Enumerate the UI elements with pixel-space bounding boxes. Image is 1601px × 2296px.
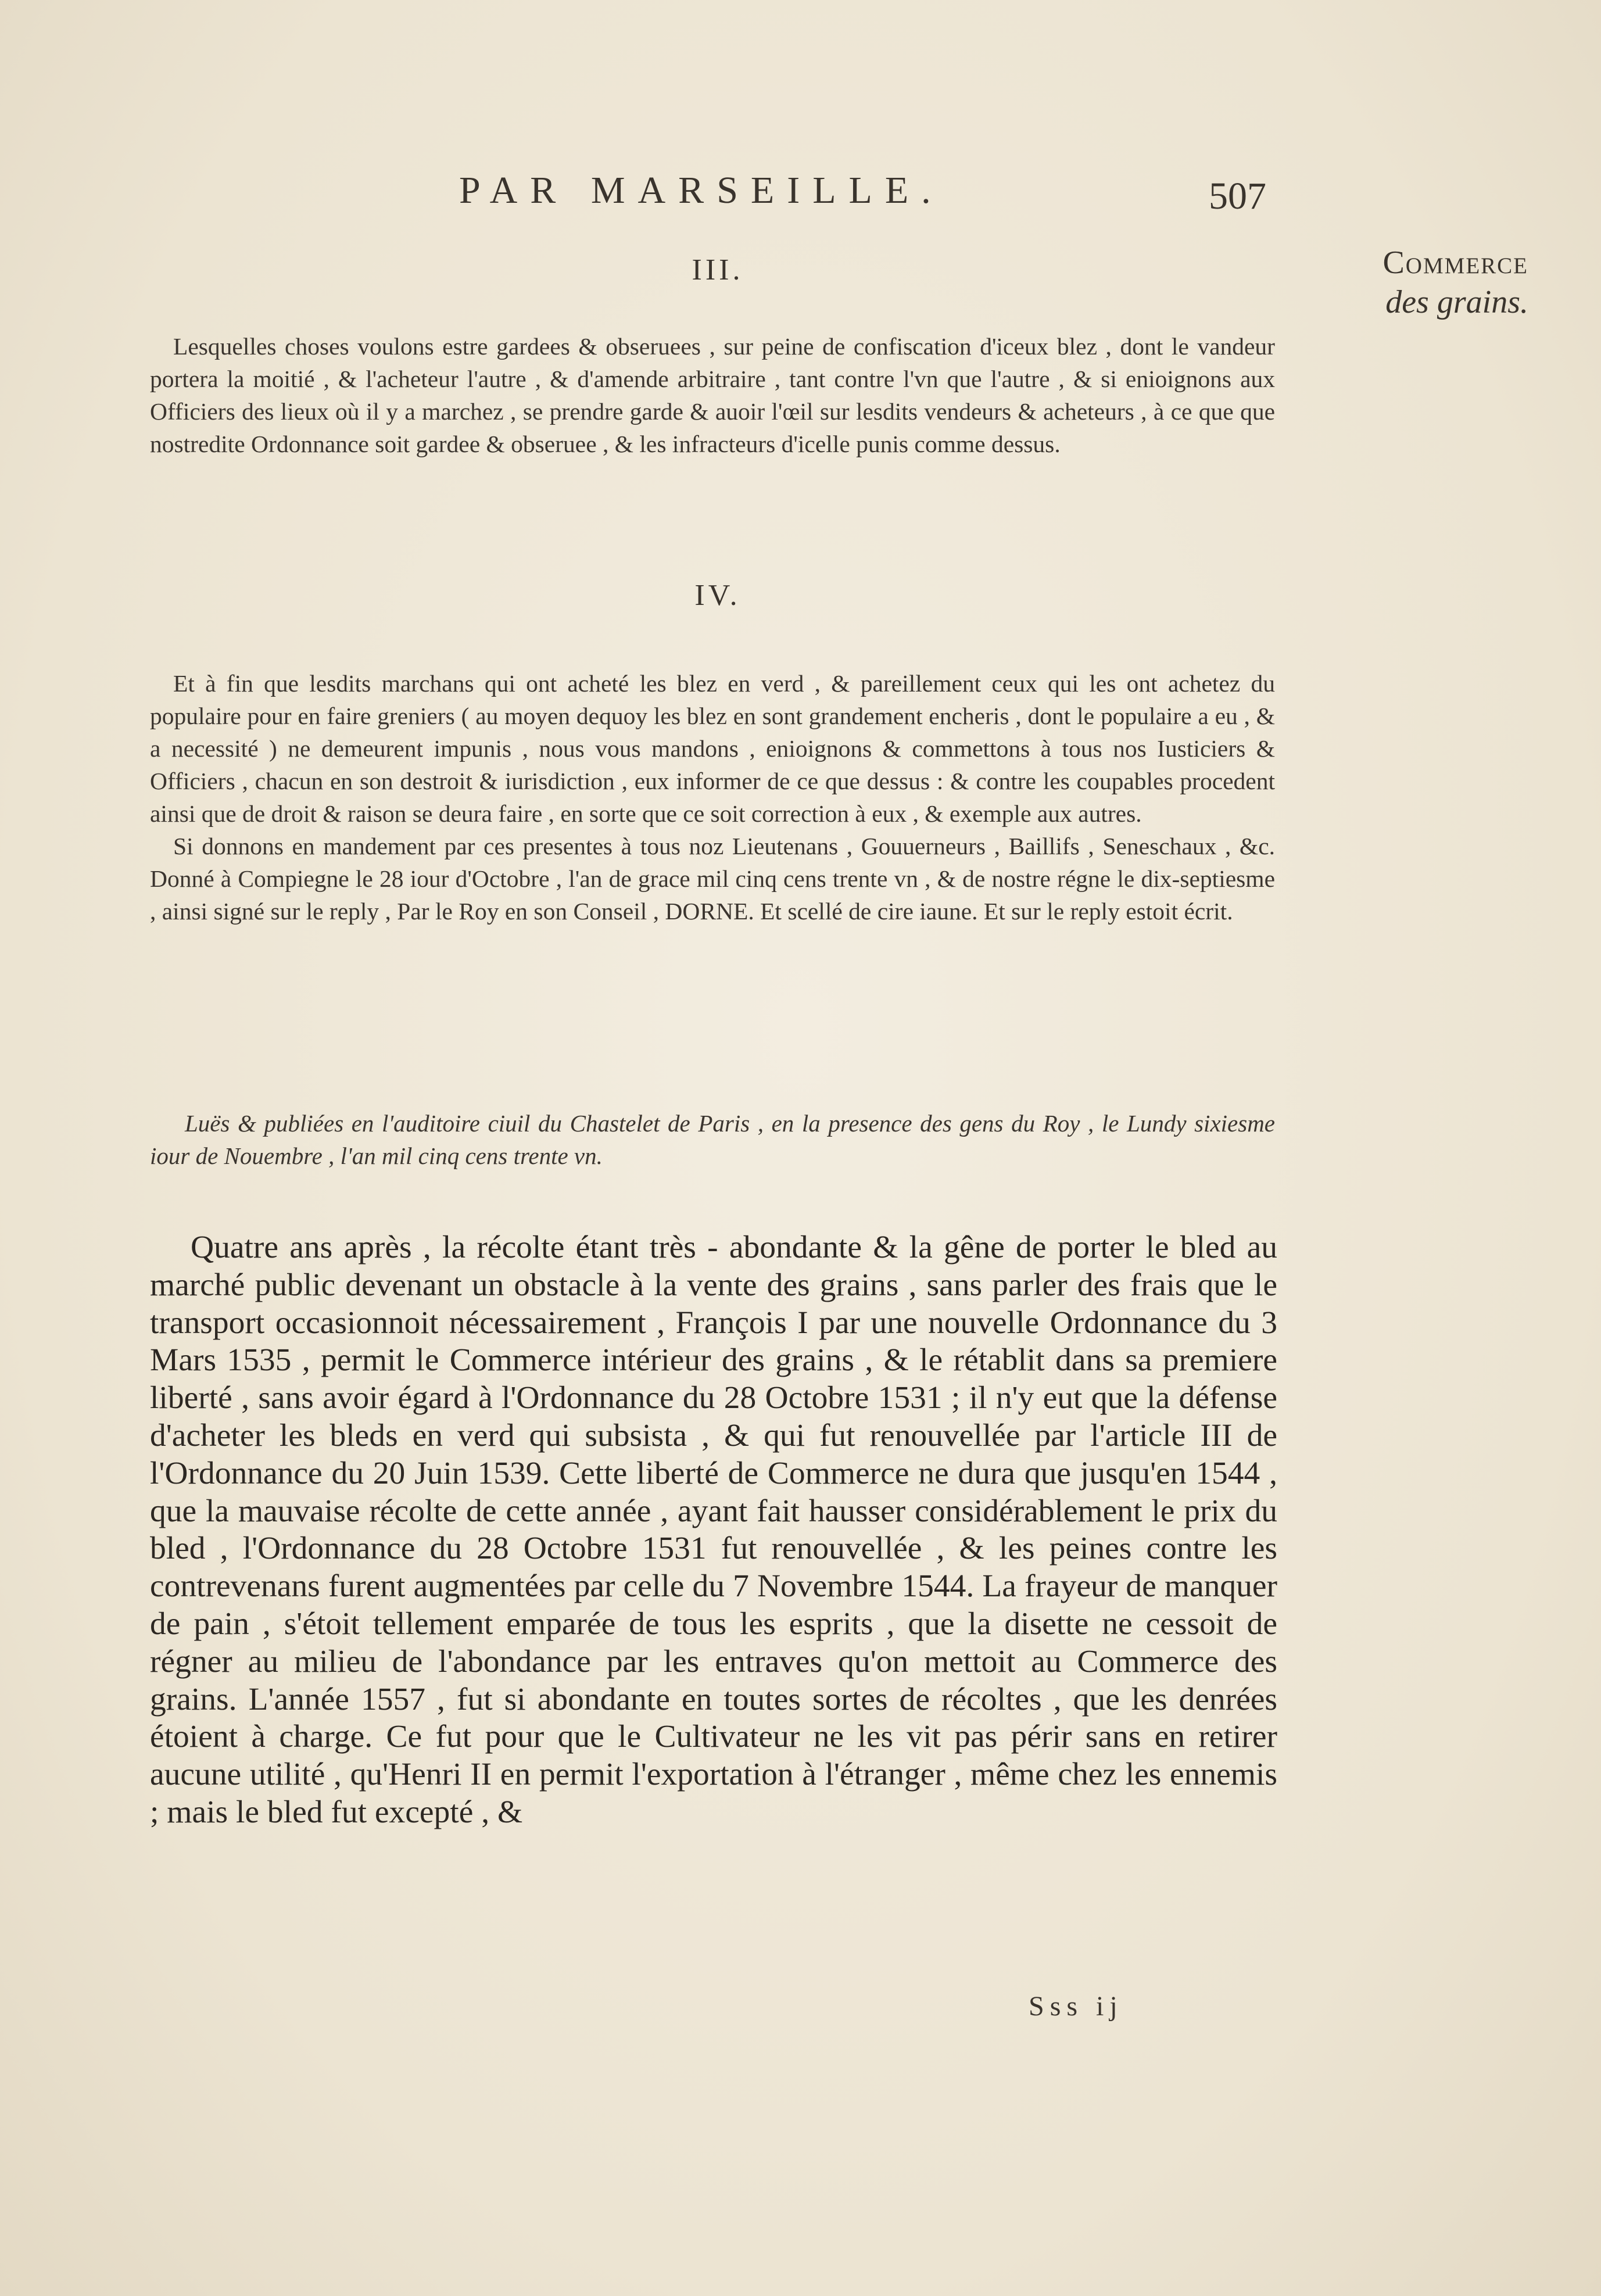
margin-note-line1: Commerce [1382,245,1528,281]
paragraph: Luës & publiées en l'auditoire ciuil du Chastelet de Paris , en la presence des gens du Roy , le Lundy sixiesme iour de Nouembre , l'an mil cinq cens trente vn. [150,1110,1275,1169]
paragraph: Si donnons en mandement par ces presentes à tous noz Lieutenans , Gouuerneurs , Baillifs , Seneschaux , &c. Donné à Compiegne le 28 iour d'Octobre , l'an de grace mil cinq cens trente vn , & de nostre régne le dix-septiesme , ainsi signé sur le reply , Par le Roy en son Conseil , DORNE. Et scellé de cire iaune. Et sur le reply estoit écrit. [150,833,1275,925]
signature-mark: Sss ij [1029,1991,1123,2022]
paragraph: Lesquelles choses voulons estre gardees & obseruees , sur peine de confiscation d'iceux blez , dont le vandeur portera la moitié , & l'acheteur l'autre , & d'amende arbitraire , tant contre l'vn que l'autre , & si enioignons aux Officiers des lieux où il y a marchez , se prendre garde & auoir l'œil sur lesdits vendeurs & acheteurs , à ce que que nostredite Ordonnance soit gardee & obseruee , & les infracteurs d'icelle punis comme dessus. [150,333,1275,457]
margin-note-line2: des grains. [1385,284,1528,320]
section-iv-text [150,667,1275,927]
main-text [150,1229,1277,1832]
section-iii-text [150,330,1275,460]
paragraph: Et à fin que lesdits marchans qui ont acheté les blez en verd , & pareillement ceux qui les ont achetez du populaire pour en faire greniers ( au moyen dequoy les blez en sont grandement encheris , dont le populaire a eu , & a necessité ) ne demeurent impunis , nous vous mandons , enioignons & commettons à tous nos Iusticiers & Officiers , chacun en son destroit & iurisdiction , eux informer de ce que dessus : & contre les coupables procedent ainsi que de droit & raison se deura faire , en sorte que ce soit correction à eux , & exemple aux autres. [150,670,1275,827]
publication-note [150,1107,1275,1172]
paragraph: Quatre ans après , la récolte étant très - abondante & la gêne de porter le bled au marché public devenant un obstacle à la vente des grains , sans parler des frais que le transport occasionnoit nécessairement , François I par une nouvelle Ordonnance du 3 Mars 1535 , permit le Commerce intérieur des grains , & le rétablit dans sa premiere liberté , sans avoir égard à l'Ordonnance du 28 Octobre 1531 ; il n'y eut que la défense d'acheter les bleds en verd qui subsista , & qui fut renouvellée par l'article III de l'Ordonnance du 20 Juin 1539. Cette liberté de Commerce ne dura que jusqu'en 1544 , que la mauvaise récolte de cette année , ayant fait hausser considérablement le prix du bled , l'Ordonnance du 28 Octobre 1531 fut renouvellée , & les peines contre les contrevenans furent augmentées par celle du 7 Novembre 1544. La frayeur de manquer de pain , s'étoit tellement emparée de tous les esprits , que la disette ne cessoit de régner au milieu de l'abondance par les entraves qu'on mettoit au Commerce des grains. L'année 1557 , fut si abondante en toutes sortes de récoltes , que les denrées étoient à charge. Ce fut pour que le Cultivateur ne les vit pas périr sans en retirer aucune utilité , qu'Henri II en permit l'exportation à l'étranger , même chez les ennemis ; mais le bled fut excepté , & [150,1230,1277,1830]
page-number: 507 [1209,175,1266,217]
section-number-iii: III. [692,253,744,286]
section-number-iv: IV. [694,579,741,612]
running-title: PAR MARSEILLE. [459,169,944,212]
